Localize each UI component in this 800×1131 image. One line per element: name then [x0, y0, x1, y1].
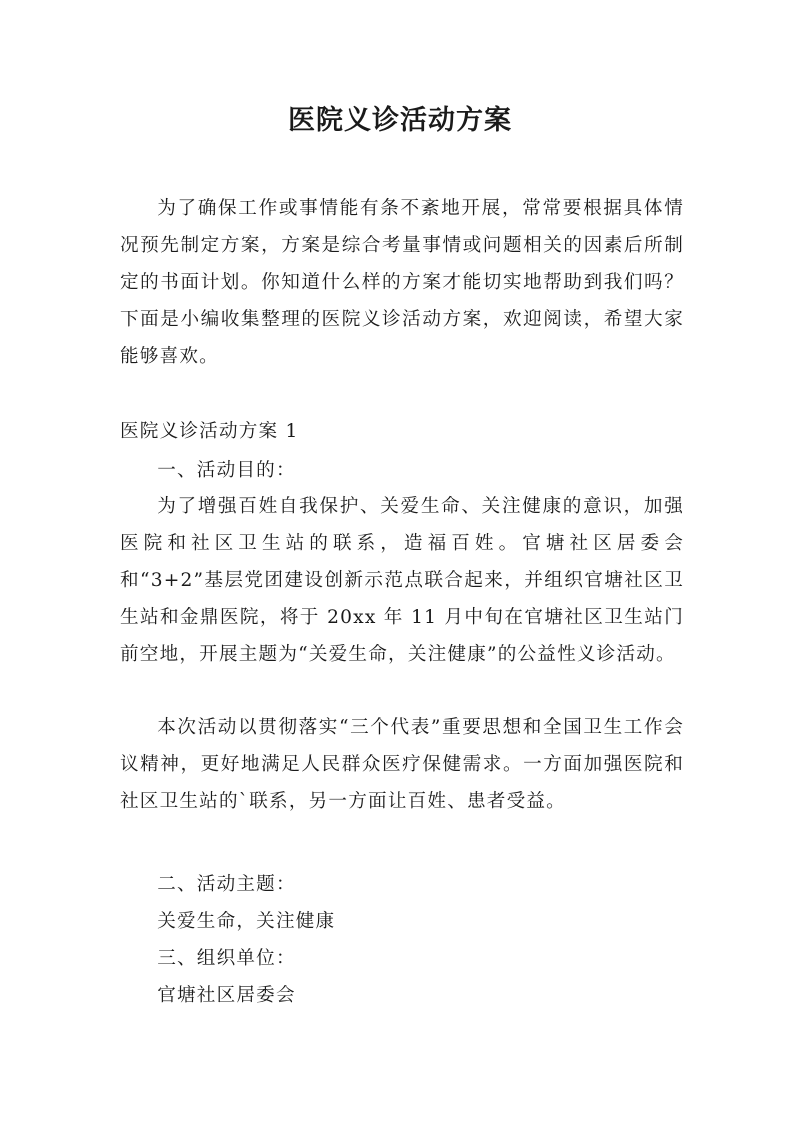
- section1-paragraph-2: 本次活动以贯彻落实“三个代表”重要思想和全国卫生工作会议精神，更好地满足人民群众医疗保健需求。一方面加强医院和社区卫生站的`联系，另一方面让百姓、患者受益。: [120, 717, 684, 812]
- section2-heading: 二、活动主题：: [157, 874, 296, 895]
- section1-paragraph-1: 为了增强百姓自我保护、关爱生命、关注健康的意识，加强医院和社区卫生站的联系，造福百姓。官塘社区居委会和“3+2”基层党团建设创新示范点联合起来，并组织官塘社区卫生站和金鼎医院，将于 20xx 年 11 月中旬在官塘社区卫生站门前空地，开展主题为“关爱生命，关注健康”的公益性义诊活动。: [120, 496, 684, 665]
- intro-paragraph: 为了确保工作或事情能有条不紊地开展，常常要根据具体情况预先制定方案，方案是综合考量事情或问题相关的因素后所制定的书面计划。你知道什么样的方案才能切实地帮助到我们吗？下面是小编收集整理的医院义诊活动方案，欢迎阅读，希望大家能够喜欢。: [120, 198, 684, 367]
- section3-value: 官塘社区居委会: [157, 985, 296, 1006]
- section2-value: 关爱生命，关注健康: [157, 911, 336, 932]
- plan-heading: 医院义诊活动方案 1: [120, 421, 299, 442]
- section1-heading: 一、活动目的：: [157, 460, 296, 481]
- document-title: 医院义诊活动方案: [288, 105, 512, 136]
- section3-heading: 三、组织单位：: [157, 948, 296, 969]
